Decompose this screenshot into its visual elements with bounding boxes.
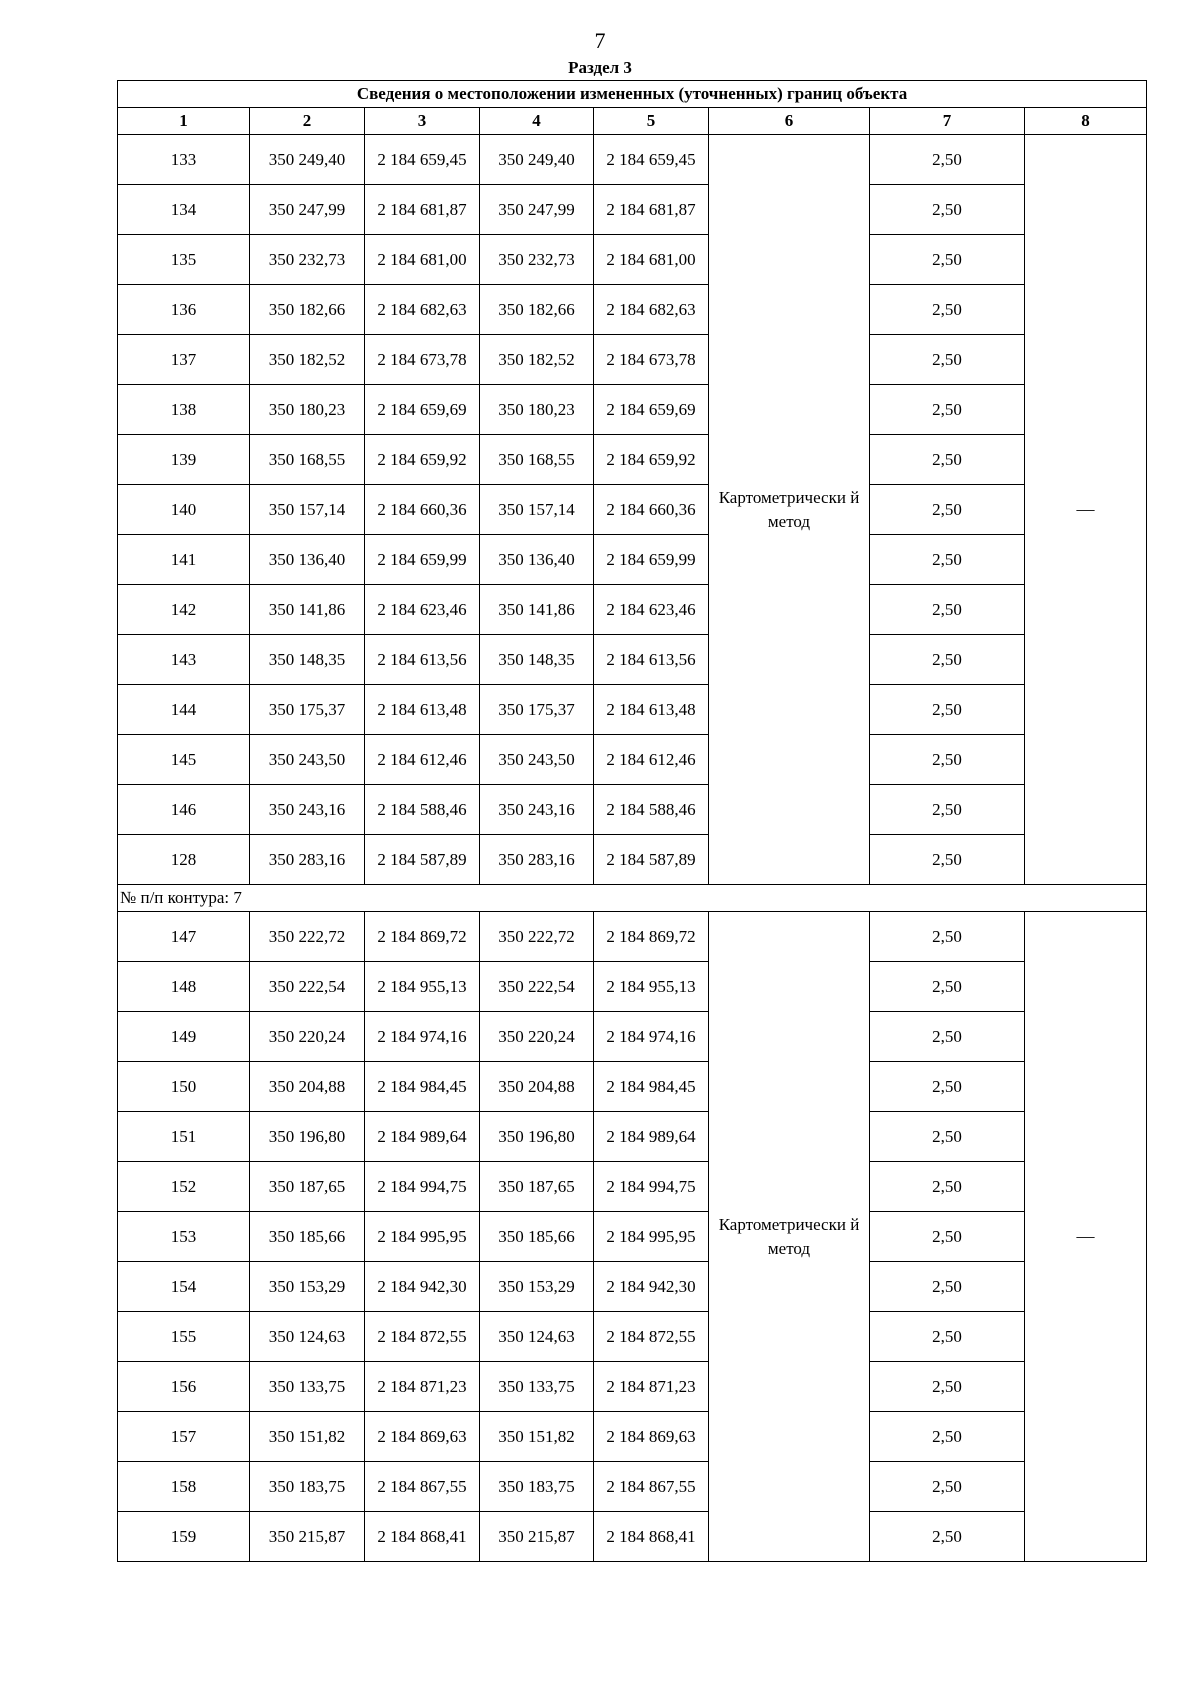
y-new-cell: 2 184 868,41 — [594, 1512, 709, 1562]
accuracy-cell: 2,50 — [870, 185, 1025, 235]
x-new-cell: 350 185,66 — [480, 1212, 594, 1262]
accuracy-cell: 2,50 — [870, 1462, 1025, 1512]
x-old-cell: 350 151,82 — [250, 1412, 365, 1462]
column-header: 6 — [709, 108, 870, 135]
x-new-cell: 350 136,40 — [480, 535, 594, 585]
x-old-cell: 350 133,75 — [250, 1362, 365, 1412]
table-row — [118, 385, 1147, 435]
point-number-cell: 156 — [118, 1362, 250, 1412]
point-number-cell: 128 — [118, 835, 250, 885]
y-new-cell: 2 184 659,99 — [594, 535, 709, 585]
point-number-cell: 151 — [118, 1112, 250, 1162]
x-old-cell: 350 153,29 — [250, 1262, 365, 1312]
x-old-cell: 350 243,50 — [250, 735, 365, 785]
y-old-cell: 2 184 682,63 — [365, 285, 480, 335]
point-number-cell: 150 — [118, 1062, 250, 1112]
point-number-cell: 145 — [118, 735, 250, 785]
accuracy-cell: 2,50 — [870, 485, 1025, 535]
y-new-cell: 2 184 871,23 — [594, 1362, 709, 1412]
x-new-cell: 350 153,29 — [480, 1262, 594, 1312]
column-header: 4 — [480, 108, 594, 135]
x-new-cell: 350 183,75 — [480, 1462, 594, 1512]
y-old-cell: 2 184 659,99 — [365, 535, 480, 585]
y-new-cell: 2 184 869,63 — [594, 1412, 709, 1462]
y-old-cell: 2 184 681,00 — [365, 235, 480, 285]
table-caption: Сведения о местоположении измененных (уточненных) границ объекта — [118, 81, 1147, 108]
y-old-cell: 2 184 612,46 — [365, 735, 480, 785]
point-number-cell: 146 — [118, 785, 250, 835]
y-new-cell: 2 184 673,78 — [594, 335, 709, 385]
y-old-cell: 2 184 974,16 — [365, 1012, 480, 1062]
column-header-row — [118, 108, 1147, 135]
point-number-cell: 138 — [118, 385, 250, 435]
accuracy-cell: 2,50 — [870, 1262, 1025, 1312]
accuracy-cell: 2,50 — [870, 835, 1025, 885]
y-old-cell: 2 184 659,92 — [365, 435, 480, 485]
table-row — [118, 1162, 1147, 1212]
accuracy-cell: 2,50 — [870, 1112, 1025, 1162]
y-old-cell: 2 184 871,23 — [365, 1362, 480, 1412]
table-row — [118, 1312, 1147, 1362]
x-new-cell: 350 232,73 — [480, 235, 594, 285]
point-number-cell: 155 — [118, 1312, 250, 1362]
page-number: 7 — [594, 28, 606, 53]
y-new-cell: 2 184 660,36 — [594, 485, 709, 535]
x-new-cell: 350 175,37 — [480, 685, 594, 735]
x-old-cell: 350 222,72 — [250, 912, 365, 962]
accuracy-cell: 2,50 — [870, 1062, 1025, 1112]
table-row — [118, 1362, 1147, 1412]
y-new-cell: 2 184 942,30 — [594, 1262, 709, 1312]
y-old-cell: 2 184 989,64 — [365, 1112, 480, 1162]
y-old-cell: 2 184 659,45 — [365, 135, 480, 185]
x-new-cell: 350 215,87 — [480, 1512, 594, 1562]
table-row — [118, 685, 1147, 735]
x-new-cell: 350 151,82 — [480, 1412, 594, 1462]
accuracy-cell: 2,50 — [870, 1212, 1025, 1262]
point-number-cell: 137 — [118, 335, 250, 385]
table-row — [118, 1262, 1147, 1312]
y-old-cell: 2 184 872,55 — [365, 1312, 480, 1362]
x-old-cell: 350 124,63 — [250, 1312, 365, 1362]
point-number-cell: 159 — [118, 1512, 250, 1562]
x-new-cell: 350 243,50 — [480, 735, 594, 785]
y-old-cell: 2 184 942,30 — [365, 1262, 480, 1312]
y-new-cell: 2 184 659,69 — [594, 385, 709, 435]
x-new-cell: 350 182,52 — [480, 335, 594, 385]
point-number-cell: 149 — [118, 1012, 250, 1062]
section-title: Раздел 3 — [568, 58, 632, 77]
table-row — [118, 535, 1147, 585]
table-row — [118, 1012, 1147, 1062]
x-old-cell: 350 196,80 — [250, 1112, 365, 1162]
table-row — [118, 835, 1147, 885]
accuracy-cell: 2,50 — [870, 1412, 1025, 1462]
y-new-cell: 2 184 587,89 — [594, 835, 709, 885]
accuracy-cell: 2,50 — [870, 912, 1025, 962]
accuracy-cell: 2,50 — [870, 385, 1025, 435]
y-new-cell: 2 184 974,16 — [594, 1012, 709, 1062]
x-new-cell: 350 141,86 — [480, 585, 594, 635]
accuracy-cell: 2,50 — [870, 585, 1025, 635]
x-new-cell: 350 148,35 — [480, 635, 594, 685]
column-header: 8 — [1025, 108, 1147, 135]
accuracy-cell: 2,50 — [870, 235, 1025, 285]
point-number-cell: 135 — [118, 235, 250, 285]
x-new-cell: 350 283,16 — [480, 835, 594, 885]
accuracy-cell: 2,50 — [870, 335, 1025, 385]
accuracy-cell: 2,50 — [870, 962, 1025, 1012]
x-old-cell: 350 187,65 — [250, 1162, 365, 1212]
point-number-cell: 144 — [118, 685, 250, 735]
table-row — [118, 485, 1147, 535]
x-old-cell: 350 222,54 — [250, 962, 365, 1012]
y-new-cell: 2 184 682,63 — [594, 285, 709, 335]
table-row — [118, 235, 1147, 285]
x-new-cell: 350 196,80 — [480, 1112, 594, 1162]
y-old-cell: 2 184 869,72 — [365, 912, 480, 962]
table-row — [118, 1112, 1147, 1162]
x-old-cell: 350 136,40 — [250, 535, 365, 585]
accuracy-cell: 2,50 — [870, 535, 1025, 585]
column-header: 1 — [118, 108, 250, 135]
x-new-cell: 350 124,63 — [480, 1312, 594, 1362]
y-new-cell: 2 184 613,56 — [594, 635, 709, 685]
x-old-cell: 350 180,23 — [250, 385, 365, 435]
table-row — [118, 785, 1147, 835]
point-number-cell: 141 — [118, 535, 250, 585]
x-old-cell: 350 148,35 — [250, 635, 365, 685]
y-old-cell: 2 184 681,87 — [365, 185, 480, 235]
x-new-cell: 350 180,23 — [480, 385, 594, 435]
y-new-cell: 2 184 613,48 — [594, 685, 709, 735]
x-new-cell: 350 182,66 — [480, 285, 594, 335]
y-old-cell: 2 184 673,78 — [365, 335, 480, 385]
x-new-cell: 350 133,75 — [480, 1362, 594, 1412]
table-row — [118, 1062, 1147, 1112]
accuracy-cell: 2,50 — [870, 1312, 1025, 1362]
column-header: 2 — [250, 108, 365, 135]
point-number-cell: 142 — [118, 585, 250, 635]
x-old-cell: 350 247,99 — [250, 185, 365, 235]
x-new-cell: 350 204,88 — [480, 1062, 594, 1112]
y-new-cell: 2 184 984,45 — [594, 1062, 709, 1112]
table-row — [118, 285, 1147, 335]
table-row — [118, 735, 1147, 785]
x-old-cell: 350 283,16 — [250, 835, 365, 885]
accuracy-cell: 2,50 — [870, 1362, 1025, 1412]
x-old-cell: 350 215,87 — [250, 1512, 365, 1562]
point-number-cell: 152 — [118, 1162, 250, 1212]
y-old-cell: 2 184 994,75 — [365, 1162, 480, 1212]
x-new-cell: 350 222,54 — [480, 962, 594, 1012]
y-old-cell: 2 184 995,95 — [365, 1212, 480, 1262]
accuracy-cell: 2,50 — [870, 1512, 1025, 1562]
y-new-cell: 2 184 995,95 — [594, 1212, 709, 1262]
point-number-cell: 143 — [118, 635, 250, 685]
y-new-cell: 2 184 955,13 — [594, 962, 709, 1012]
x-old-cell: 350 232,73 — [250, 235, 365, 285]
y-old-cell: 2 184 613,48 — [365, 685, 480, 735]
point-number-cell: 139 — [118, 435, 250, 485]
table-row — [118, 185, 1147, 235]
point-number-cell: 133 — [118, 135, 250, 185]
point-number-cell: 140 — [118, 485, 250, 535]
method-cell: Картометрически й метод — [709, 912, 870, 1562]
y-new-cell: 2 184 869,72 — [594, 912, 709, 962]
column-header: 3 — [365, 108, 480, 135]
table-row — [118, 585, 1147, 635]
y-old-cell: 2 184 867,55 — [365, 1462, 480, 1512]
x-old-cell: 350 249,40 — [250, 135, 365, 185]
table-row — [118, 1462, 1147, 1512]
y-old-cell: 2 184 588,46 — [365, 785, 480, 835]
x-new-cell: 350 157,14 — [480, 485, 594, 535]
x-old-cell: 350 175,37 — [250, 685, 365, 735]
accuracy-cell: 2,50 — [870, 635, 1025, 685]
table-body — [118, 135, 1147, 1562]
y-old-cell: 2 184 659,69 — [365, 385, 480, 435]
y-new-cell: 2 184 872,55 — [594, 1312, 709, 1362]
table-row — [118, 912, 1147, 962]
x-new-cell: 350 243,16 — [480, 785, 594, 835]
y-old-cell: 2 184 955,13 — [365, 962, 480, 1012]
point-number-cell: 153 — [118, 1212, 250, 1262]
x-old-cell: 350 182,66 — [250, 285, 365, 335]
y-old-cell: 2 184 613,56 — [365, 635, 480, 685]
contour-label-row — [118, 885, 1147, 912]
accuracy-cell: 2,50 — [870, 735, 1025, 785]
method-cell: Картометрически й метод — [709, 135, 870, 885]
x-old-cell: 350 141,86 — [250, 585, 365, 635]
y-new-cell: 2 184 681,87 — [594, 185, 709, 235]
accuracy-cell: 2,50 — [870, 685, 1025, 735]
table-row — [118, 962, 1147, 1012]
y-old-cell: 2 184 868,41 — [365, 1512, 480, 1562]
x-old-cell: 350 185,66 — [250, 1212, 365, 1262]
accuracy-cell: 2,50 — [870, 435, 1025, 485]
point-number-cell: 136 — [118, 285, 250, 335]
y-new-cell: 2 184 659,45 — [594, 135, 709, 185]
y-old-cell: 2 184 660,36 — [365, 485, 480, 535]
table-row — [118, 1212, 1147, 1262]
contour-label: № п/п контура: 7 — [118, 885, 1147, 912]
x-old-cell: 350 168,55 — [250, 435, 365, 485]
y-old-cell: 2 184 869,63 — [365, 1412, 480, 1462]
accuracy-cell: 2,50 — [870, 285, 1025, 335]
y-new-cell: 2 184 989,64 — [594, 1112, 709, 1162]
accuracy-cell: 2,50 — [870, 1162, 1025, 1212]
y-new-cell: 2 184 588,46 — [594, 785, 709, 835]
y-new-cell: 2 184 681,00 — [594, 235, 709, 285]
y-new-cell: 2 184 623,46 — [594, 585, 709, 635]
table-row — [118, 335, 1147, 385]
point-number-cell: 154 — [118, 1262, 250, 1312]
table-row — [118, 435, 1147, 485]
x-old-cell: 350 220,24 — [250, 1012, 365, 1062]
x-new-cell: 350 187,65 — [480, 1162, 594, 1212]
x-old-cell: 350 204,88 — [250, 1062, 365, 1112]
x-new-cell: 350 168,55 — [480, 435, 594, 485]
point-number-cell: 134 — [118, 185, 250, 235]
boundary-table — [117, 80, 1147, 1562]
y-old-cell: 2 184 623,46 — [365, 585, 480, 635]
accuracy-cell: 2,50 — [870, 135, 1025, 185]
point-number-cell: 158 — [118, 1462, 250, 1512]
accuracy-cell: 2,50 — [870, 785, 1025, 835]
y-new-cell: 2 184 612,46 — [594, 735, 709, 785]
point-number-cell: 157 — [118, 1412, 250, 1462]
table-row — [118, 635, 1147, 685]
x-new-cell: 350 222,72 — [480, 912, 594, 962]
y-new-cell: 2 184 659,92 — [594, 435, 709, 485]
point-number-cell: 148 — [118, 962, 250, 1012]
note-cell: — — [1025, 912, 1147, 1562]
x-old-cell: 350 157,14 — [250, 485, 365, 535]
y-new-cell: 2 184 867,55 — [594, 1462, 709, 1512]
y-old-cell: 2 184 587,89 — [365, 835, 480, 885]
point-number-cell: 147 — [118, 912, 250, 962]
y-old-cell: 2 184 984,45 — [365, 1062, 480, 1112]
table-row — [118, 135, 1147, 185]
x-new-cell: 350 249,40 — [480, 135, 594, 185]
x-old-cell: 350 183,75 — [250, 1462, 365, 1512]
table-row — [118, 1512, 1147, 1562]
x-new-cell: 350 220,24 — [480, 1012, 594, 1062]
column-header: 5 — [594, 108, 709, 135]
x-old-cell: 350 243,16 — [250, 785, 365, 835]
x-new-cell: 350 247,99 — [480, 185, 594, 235]
note-cell: — — [1025, 135, 1147, 885]
column-header: 7 — [870, 108, 1025, 135]
accuracy-cell: 2,50 — [870, 1012, 1025, 1062]
table-row — [118, 1412, 1147, 1462]
y-new-cell: 2 184 994,75 — [594, 1162, 709, 1212]
x-old-cell: 350 182,52 — [250, 335, 365, 385]
